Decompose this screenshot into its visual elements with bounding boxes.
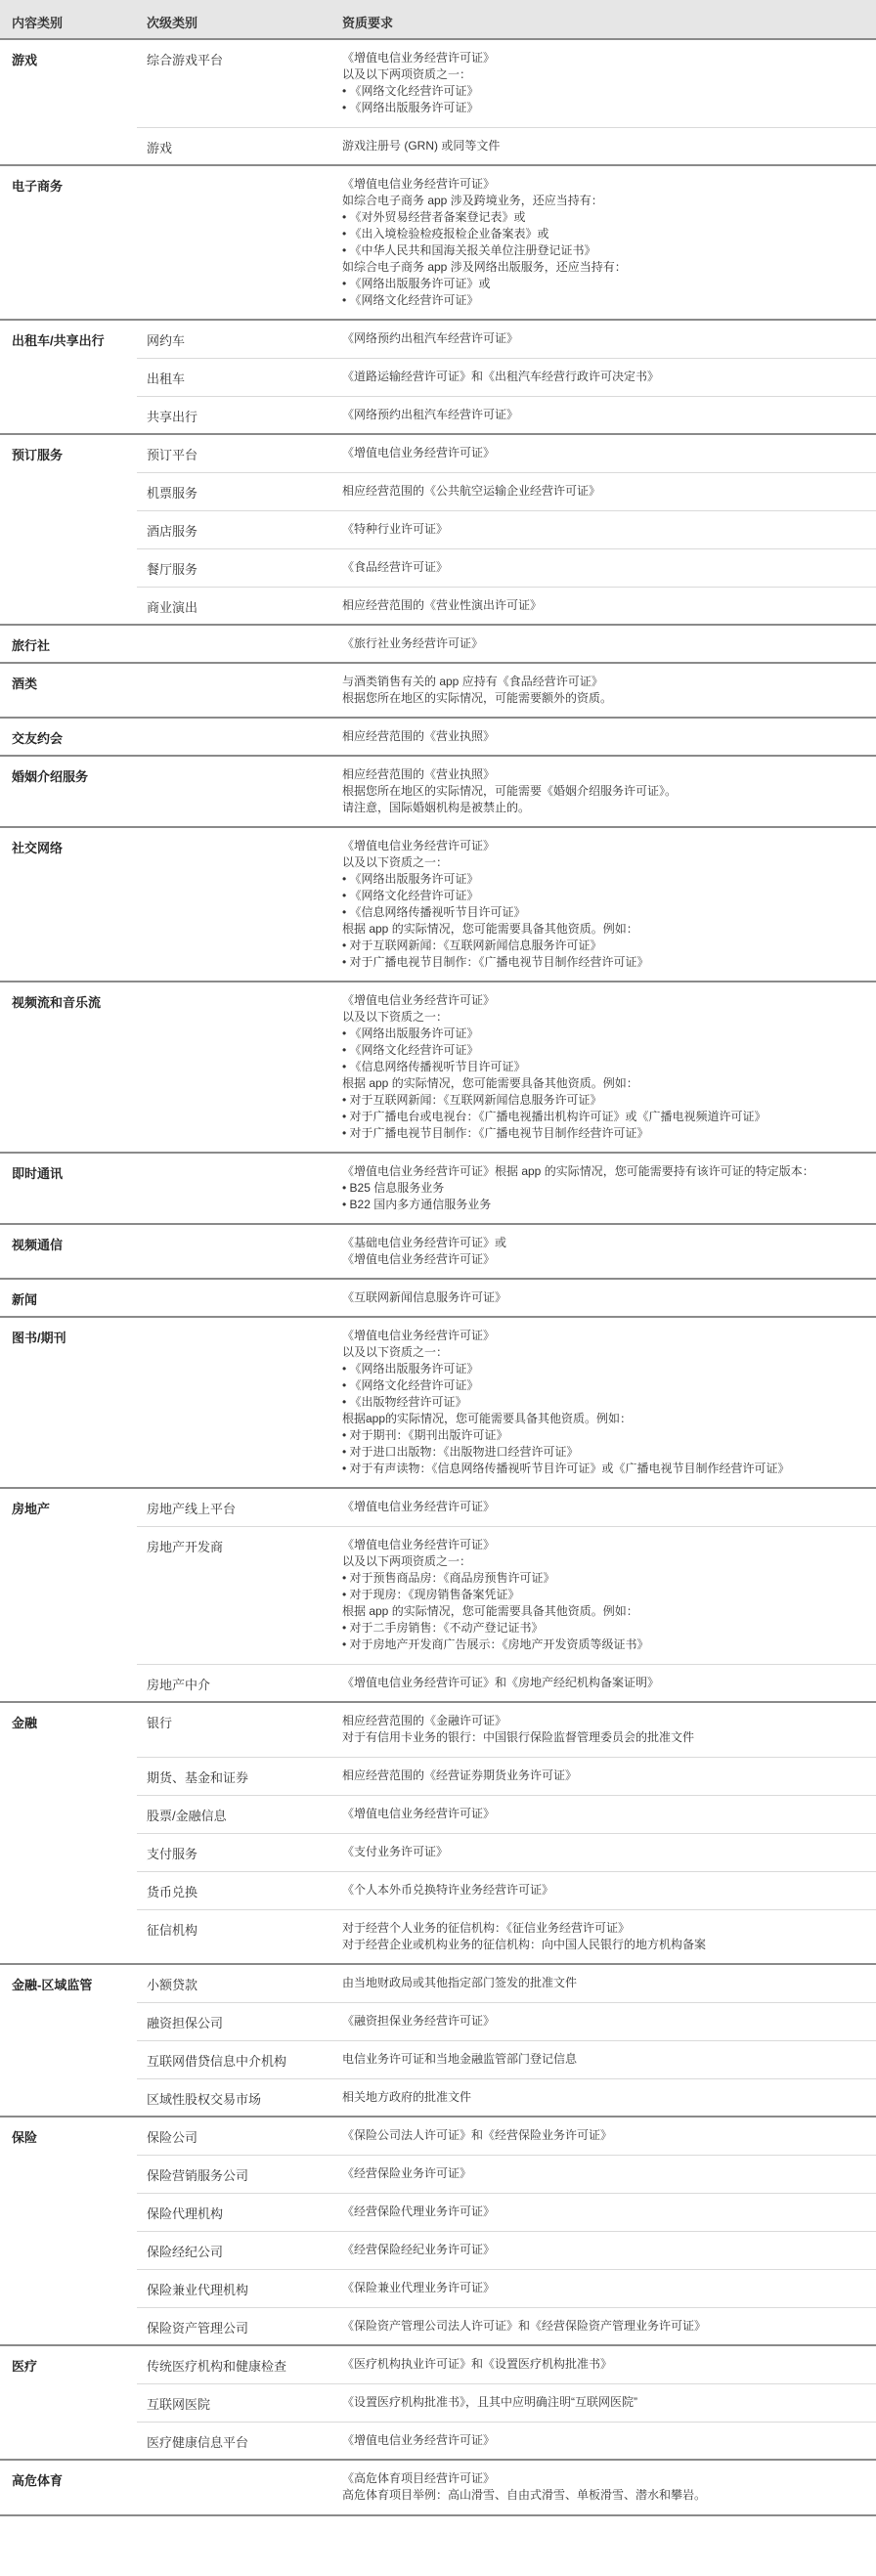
subcategory-label: 出租车 <box>147 371 186 386</box>
table-header <box>0 0 876 39</box>
requirement-line: • 对于进口出版物：《出版物进口经营许可证》 <box>342 1445 579 1459</box>
requirement-line: 相应经营范围的《营业性演出许可证》 <box>342 598 543 612</box>
requirement-cell <box>342 369 866 385</box>
header-requirement: 资质要求 <box>342 16 394 30</box>
requirement-line: 《增值电信业务经营许可证》 <box>342 1329 496 1342</box>
category-label: 社交网络 <box>12 841 64 855</box>
requirement-line: 《道路运输经营许可证》和《出租汽车经营行政许可决定书》 <box>342 370 660 383</box>
row-divider <box>137 587 876 588</box>
row-divider <box>137 1526 876 1527</box>
category-label: 出租车/共享出行 <box>12 333 105 348</box>
requirement-line: 相关地方政府的批准文件 <box>342 2090 472 2104</box>
row-divider <box>137 2155 876 2156</box>
requirement-cell <box>342 2165 866 2182</box>
requirement-line: • 《网络文化经营许可证》 <box>342 293 479 307</box>
group-divider <box>0 433 876 435</box>
row-divider <box>137 510 876 511</box>
category-label: 旅行社 <box>12 638 51 653</box>
requirement-line: • 对于房地产开发商广告展示：《房地产开发资质等级证书》 <box>342 1637 649 1651</box>
row-divider <box>137 2307 876 2308</box>
requirement-line: • 《网络出版服务许可证》或 <box>342 277 491 290</box>
subcategory-label: 共享出行 <box>147 410 198 424</box>
group-divider <box>0 164 876 166</box>
table-bottom-rule <box>0 2514 876 2516</box>
row-divider <box>137 2231 876 2232</box>
requirement-line: 与酒类销售有关的 app 应持有《食品经营许可证》 <box>342 675 603 688</box>
requirement-line: 如综合电子商务 app 涉及跨境业务，还应当持有： <box>342 194 603 207</box>
requirement-line: • 对于广播电台或电视台：《广播电视播出机构许可证》或《广播电视频道许可证》 <box>342 1110 766 1123</box>
requirement-cell <box>342 559 866 576</box>
row-divider <box>137 1757 876 1758</box>
requirement-line: 相应经营范围的《经营证券期货业务许可证》 <box>342 1768 578 1782</box>
requirement-line: • 对于互联网新闻：《互联网新闻信息服务许可证》 <box>342 1093 602 1107</box>
requirement-cell <box>342 1163 866 1213</box>
category-label: 金融-区域监管 <box>12 1978 93 1992</box>
group-divider <box>0 2116 876 2118</box>
subcategory-label: 互联网医院 <box>147 2397 211 2412</box>
row-divider <box>137 2040 876 2041</box>
requirement-line: • 《出入境检验检疫报检企业备案表》或 <box>342 227 549 240</box>
requirement-cell <box>342 176 866 309</box>
requirement-line: 相应经营范围的《公共航空运输企业经营许可证》 <box>342 484 601 498</box>
group-divider <box>0 1701 876 1703</box>
requirement-cell <box>342 330 866 347</box>
subcategory-label: 网约车 <box>147 333 186 348</box>
requirement-cell <box>342 1289 866 1306</box>
requirement-line: • 《网络文化经营许可证》 <box>342 1378 479 1392</box>
subcategory-label: 期货、基金和证券 <box>147 1770 249 1785</box>
row-divider <box>137 2383 876 2384</box>
requirement-line: 《个人本外币兑换特许业务经营许可证》 <box>342 1883 554 1897</box>
requirement-line: 相应经营范围的《营业执照》 <box>342 767 496 781</box>
requirement-line: 高危体育项目举例：高山滑雪、自由式滑雪、单板滑雪、潜水和攀岩。 <box>342 2488 707 2502</box>
requirement-line: 《基础电信业务经营许可证》或 <box>342 1236 507 1249</box>
requirement-cell <box>342 2470 866 2504</box>
requirement-cell <box>342 2394 866 2411</box>
requirement-line: 根据 app 的实际情况，您可能需要具备其他资质。例如： <box>342 922 638 936</box>
requirement-cell <box>342 483 866 500</box>
category-label: 金融 <box>12 1716 38 1730</box>
requirement-line: 《保险公司法人许可证》和《经营保险业务许可证》 <box>342 2128 613 2142</box>
requirement-cell <box>342 674 866 707</box>
requirement-cell <box>342 1499 866 1515</box>
requirement-cell <box>342 1806 866 1822</box>
requirement-line: 《增值电信业务经营许可证》 <box>342 51 496 65</box>
requirement-line: • 对于二手房销售：《不动产登记证书》 <box>342 1621 544 1635</box>
requirement-line: 《增值电信业务经营许可证》 <box>342 839 496 852</box>
row-divider <box>137 396 876 397</box>
requirement-cell <box>342 1713 866 1746</box>
requirement-line: • 《对外贸易经营者备案登记表》或 <box>342 210 526 224</box>
requirement-cell <box>342 1975 866 1991</box>
requirement-line: • 《中华人民共和国海关报关单位注册登记证书》 <box>342 243 596 257</box>
requirement-cell <box>342 407 866 423</box>
requirement-cell <box>342 766 866 816</box>
requirement-line: • B25 信息服务业务 <box>342 1181 445 1195</box>
requirement-line: 《经营保险代理业务许可证》 <box>342 2205 496 2218</box>
requirement-cell <box>342 597 866 614</box>
requirement-cell <box>342 1235 866 1268</box>
requirement-line: 根据app的实际情况，您可能需要具备其他资质。例如： <box>342 1412 633 1425</box>
requirement-cell <box>342 2127 866 2144</box>
row-divider <box>137 2002 876 2003</box>
requirement-line: • 对于广播电视节目制作：《广播电视节目制作经营许可证》 <box>342 955 649 969</box>
subcategory-label: 小额贷款 <box>147 1978 198 1992</box>
requirement-line: • B22 国内多方通信服务业务 <box>342 1198 492 1211</box>
requirement-line: • 对于有声读物：《信息网络传播视听节目许可证》或《广播电视节目制作经营许可证》 <box>342 1462 790 1475</box>
requirement-line: 根据您所在地区的实际情况，可能需要额外的资质。 <box>342 691 613 705</box>
requirement-line: 《特种行业许可证》 <box>342 522 449 536</box>
category-label: 视频流和音乐流 <box>12 995 102 1010</box>
requirement-line: 《网络预约出租汽车经营许可证》 <box>342 408 519 421</box>
subcategory-label: 保险代理机构 <box>147 2206 224 2221</box>
subcategory-label: 传统医疗机构和健康检查 <box>147 2359 287 2374</box>
requirement-line: 电信业务许可证和当地金融监管部门登记信息 <box>342 2052 578 2066</box>
requirement-line: • 《出版物经营许可证》 <box>342 1395 467 1409</box>
subcategory-label: 预订平台 <box>147 448 198 462</box>
subcategory-label: 餐厅服务 <box>147 562 198 577</box>
subcategory-label: 保险公司 <box>147 2130 198 2145</box>
requirement-cell <box>342 2204 866 2220</box>
group-divider <box>0 319 876 321</box>
requirement-line: • 对于期刊：《期刊出版许可证》 <box>342 1428 508 1442</box>
category-label: 保险 <box>12 2130 38 2145</box>
requirement-cell <box>342 1328 866 1477</box>
requirement-cell <box>342 838 866 971</box>
row-divider <box>137 2193 876 2194</box>
category-label: 图书/期刊 <box>12 1331 66 1345</box>
requirement-line: 《增值电信业务经营许可证》根据 app 的实际情况，您可能需要持有该许可证的特定版本： <box>342 1164 814 1178</box>
requirement-line: • 《网络出版服务许可证》 <box>342 1362 479 1375</box>
requirement-cell <box>342 2242 866 2258</box>
header-subcategory: 次级类别 <box>147 16 198 30</box>
requirement-cell <box>342 728 866 745</box>
requirement-line: 《支付业务许可证》 <box>342 1845 449 1858</box>
requirement-line: 《设置医疗机构批准书》，且其中应明确注明“互联网医院” <box>342 2395 637 2409</box>
category-label: 游戏 <box>12 53 38 67</box>
group-divider <box>0 1487 876 1489</box>
requirement-cell <box>342 2280 866 2296</box>
row-divider <box>137 548 876 549</box>
requirement-line: 《旅行社业务经营许可证》 <box>342 636 484 650</box>
row-divider <box>137 2422 876 2423</box>
requirement-line: • 《网络出版服务许可证》 <box>342 872 479 886</box>
requirement-line: 根据 app 的实际情况，您可能需要具备其他资质。例如： <box>342 1076 638 1090</box>
subcategory-label: 保险资产管理公司 <box>147 2321 249 2336</box>
group-divider <box>0 981 876 982</box>
requirement-line: 如综合电子商务 app 涉及网络出版服务，还应当持有： <box>342 260 627 274</box>
requirement-line: 请注意，国际婚姻机构是被禁止的。 <box>342 801 531 814</box>
row-divider <box>137 1664 876 1665</box>
subcategory-label: 房地产开发商 <box>147 1540 224 1554</box>
requirement-cell <box>342 1675 866 1691</box>
subcategory-label: 机票服务 <box>147 486 198 501</box>
category-label: 高危体育 <box>12 2473 64 2488</box>
requirement-line: • 对于现房：《现房销售备案凭证》 <box>342 1588 520 1601</box>
row-divider <box>137 1909 876 1910</box>
requirement-line: • 对于预售商品房：《商品房预售许可证》 <box>342 1571 555 1585</box>
subcategory-label: 银行 <box>147 1716 173 1730</box>
requirement-cell <box>342 50 866 116</box>
row-divider <box>137 2078 876 2079</box>
requirement-line: 以及以下资质之一： <box>342 855 449 869</box>
group-divider <box>0 624 876 626</box>
category-label: 房地产 <box>12 1502 51 1516</box>
requirement-line: 《互联网新闻信息服务许可证》 <box>342 1290 507 1304</box>
requirement-line: 《融资担保业务经营许可证》 <box>342 2014 496 2028</box>
requirement-line: 《增值电信业务经营许可证》 <box>342 1538 496 1551</box>
category-label: 预订服务 <box>12 448 64 462</box>
requirement-cell <box>342 1920 866 1953</box>
requirement-cell <box>342 992 866 1142</box>
requirement-line: 对于有信用卡业务的银行：中国银行保险监督管理委员会的批准文件 <box>342 1730 695 1744</box>
category-label: 视频通信 <box>12 1238 64 1252</box>
requirement-line: 以及以下资质之一： <box>342 1345 449 1359</box>
requirement-line: 以及以下资质之一： <box>342 1010 449 1024</box>
requirement-line: 以及以下两项资质之一： <box>342 1554 472 1568</box>
subcategory-label: 商业演出 <box>147 600 198 615</box>
group-divider <box>0 755 876 757</box>
requirement-line: 《经营保险业务许可证》 <box>342 2166 472 2180</box>
row-divider <box>137 127 876 128</box>
category-label: 电子商务 <box>12 179 64 194</box>
requirement-line: 《经营保险经纪业务许可证》 <box>342 2243 496 2256</box>
requirement-line: 《增值电信业务经营许可证》 <box>342 993 496 1007</box>
requirement-line: 《增值电信业务经营许可证》 <box>342 1252 496 1266</box>
requirement-line: • 《网络出版服务许可证》 <box>342 1026 479 1040</box>
category-label: 即时通讯 <box>12 1166 64 1181</box>
requirement-cell <box>342 635 866 652</box>
row-divider <box>137 1833 876 1834</box>
subcategory-label: 游戏 <box>147 141 173 155</box>
group-divider <box>0 1316 876 1318</box>
requirement-cell <box>342 2051 866 2068</box>
subcategory-label: 房地产线上平台 <box>147 1502 237 1516</box>
category-label: 新闻 <box>12 1292 38 1307</box>
subcategory-label: 货币兑换 <box>147 1885 198 1899</box>
row-divider <box>137 358 876 359</box>
requirement-cell <box>342 2356 866 2373</box>
category-label: 医疗 <box>12 2359 38 2374</box>
requirement-line: 《增值电信业务经营许可证》 <box>342 1500 496 1513</box>
subcategory-label: 房地产中介 <box>147 1678 211 1692</box>
subcategory-label: 医疗健康信息平台 <box>147 2435 249 2450</box>
requirement-line: 《网络预约出租汽车经营许可证》 <box>342 331 519 345</box>
requirement-line: 《增值电信业务经营许可证》 <box>342 446 496 459</box>
group-divider <box>0 826 876 828</box>
group-divider <box>0 1963 876 1965</box>
subcategory-label: 互联网借贷信息中介机构 <box>147 2054 287 2069</box>
subcategory-label: 保险经纪公司 <box>147 2245 224 2259</box>
requirement-line: 对于经营个人业务的征信机构：《征信业务经营许可证》 <box>342 1921 631 1935</box>
requirement-line: • 《信息网络传播视听节目许可证》 <box>342 1060 526 1073</box>
requirement-cell <box>342 1844 866 1860</box>
row-divider <box>137 1871 876 1872</box>
requirement-line: 《增值电信业务经营许可证》 <box>342 2433 496 2447</box>
requirement-line: 《高危体育项目经营许可证》 <box>342 2471 496 2485</box>
requirement-line: 《医疗机构执业许可证》和《设置医疗机构批准书》 <box>342 2357 613 2371</box>
row-divider <box>137 2269 876 2270</box>
requirement-line: • 《网络文化经营许可证》 <box>342 889 479 902</box>
requirement-cell <box>342 1882 866 1899</box>
requirement-cell <box>342 2089 866 2106</box>
requirement-line: • 《信息网络传播视听节目许可证》 <box>342 905 526 919</box>
requirement-line: 根据 app 的实际情况，您可能需要具备其他资质。例如： <box>342 1604 638 1618</box>
requirement-cell <box>342 2318 866 2335</box>
requirement-cell <box>342 521 866 538</box>
requirement-line: • 对于广播电视节目制作：《广播电视节目制作经营许可证》 <box>342 1126 649 1140</box>
requirement-line: 相应经营范围的《金融许可证》 <box>342 1714 507 1727</box>
row-divider <box>137 1795 876 1796</box>
requirement-line: 以及以下两项资质之一： <box>342 67 472 81</box>
row-divider <box>137 472 876 473</box>
group-divider <box>0 2459 876 2461</box>
requirement-line: • 《网络文化经营许可证》 <box>342 84 479 98</box>
requirement-line: • 《网络文化经营许可证》 <box>342 1043 479 1057</box>
requirement-cell <box>342 1768 866 1784</box>
subcategory-label: 保险营销服务公司 <box>147 2168 249 2183</box>
requirement-line: 《增值电信业务经营许可证》和《房地产经纪机构备案证明》 <box>342 1676 660 1689</box>
group-divider <box>0 1223 876 1225</box>
requirement-line: 由当地财政局或其他指定部门签发的批准文件 <box>342 1976 578 1989</box>
requirement-line: 对于经营企业或机构业务的征信机构：向中国人民银行的地方机构备案 <box>342 1938 707 1951</box>
subcategory-label: 支付服务 <box>147 1847 198 1861</box>
requirement-line: 《保险资产管理公司法人许可证》和《经营保险资产管理业务许可证》 <box>342 2319 707 2333</box>
requirement-cell <box>342 1537 866 1653</box>
requirement-cell <box>342 445 866 461</box>
group-divider <box>0 1152 876 1154</box>
header-category: 内容类别 <box>12 16 64 30</box>
requirement-line: 《增值电信业务经营许可证》 <box>342 177 496 191</box>
group-divider <box>0 662 876 664</box>
requirement-cell <box>342 2432 866 2449</box>
requirement-cell <box>342 138 866 154</box>
requirement-line: 根据您所在地区的实际情况，可能需要《婚姻介绍服务许可证》。 <box>342 784 678 798</box>
subcategory-label: 综合游戏平台 <box>147 53 224 67</box>
category-label: 交友约会 <box>12 731 64 746</box>
group-divider <box>0 38 876 40</box>
group-divider <box>0 717 876 719</box>
requirement-line: 《食品经营许可证》 <box>342 560 449 574</box>
category-label: 酒类 <box>12 677 38 691</box>
subcategory-label: 股票/金融信息 <box>147 1809 227 1823</box>
requirement-line: 《增值电信业务经营许可证》 <box>342 1807 496 1820</box>
category-label: 婚姻介绍服务 <box>12 769 89 784</box>
subcategory-label: 酒店服务 <box>147 524 198 539</box>
requirement-cell <box>342 2013 866 2030</box>
group-divider <box>0 1278 876 1280</box>
requirement-line: 游戏注册号 (GRN) 或同等文件 <box>342 139 501 153</box>
subcategory-label: 融资担保公司 <box>147 2016 224 2030</box>
subcategory-label: 区域性股权交易市场 <box>147 2092 262 2107</box>
group-divider <box>0 2344 876 2346</box>
requirement-line: 相应经营范围的《营业执照》 <box>342 729 496 743</box>
subcategory-label: 保险兼业代理机构 <box>147 2283 249 2297</box>
requirement-line: • 《网络出版服务许可证》 <box>342 101 479 114</box>
requirement-line: 《保险兼业代理业务许可证》 <box>342 2281 496 2294</box>
requirement-line: • 对于互联网新闻：《互联网新闻信息服务许可证》 <box>342 939 602 952</box>
subcategory-label: 征信机构 <box>147 1923 198 1938</box>
